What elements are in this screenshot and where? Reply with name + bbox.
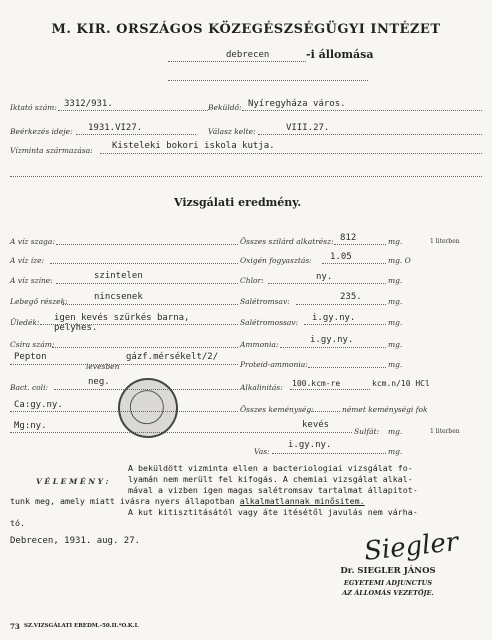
velemeny-line-5: A kut kitisztitásától vagy áte itésétől javulás nem várha- (128, 507, 418, 517)
velemeny-line-4 (10, 496, 365, 507)
field-label: Üledék: (10, 318, 40, 327)
field-label: A víz szaga: (10, 237, 55, 246)
field-unit: mg. (388, 318, 403, 327)
velemeny-line-1: A beküldött vizminta ellen a bacteriologiai vizsgálat fo- (128, 463, 413, 473)
field-value: i.gy.ny. (312, 313, 356, 323)
station-underline (168, 61, 306, 62)
signer-name: Dr. SIEGLER JÁNOS (340, 566, 436, 576)
field-unit: mg. (388, 360, 403, 369)
field-line (296, 304, 386, 305)
field-label: Sulfát: (354, 427, 380, 436)
field-label: Oxigén fogyasztás: (240, 256, 312, 265)
velemeny-line-4-text: tunk meg, amely miatt ivásra nyers állapotban (10, 496, 240, 506)
field-unit: mg. (388, 297, 403, 306)
field-line (40, 324, 238, 325)
field-value: 1.05 (330, 252, 352, 262)
field-line (52, 347, 238, 348)
szarmazas-line (100, 153, 482, 154)
field-unit: mg. O (388, 256, 411, 265)
field-label: levesben (86, 362, 120, 371)
field-unit: mg. (388, 447, 403, 456)
field-label: Bact. coli: (10, 383, 49, 392)
field-value: i.gy.ny. (288, 440, 332, 450)
field-label: Vas: (254, 447, 270, 456)
date-line: Debrecen, 1931. aug. 27. (10, 536, 141, 546)
velemeny-line-3: mával a vizben igen magas salétromsav tartalmat állapitot- (128, 485, 418, 495)
field-unit: német keménységi fok (342, 405, 428, 414)
field-unit: mg. (388, 340, 403, 349)
iktato-label: Iktató szám: (10, 103, 57, 112)
field-label: Csíra szám: (10, 340, 55, 349)
field-label: Összes keménység: (240, 405, 314, 414)
valasz-value: VIII.27. (286, 123, 330, 133)
field-value: Ca:gy.ny. (14, 400, 63, 410)
field-label: Alkalinitás: (240, 383, 283, 392)
field-line (56, 283, 238, 284)
field-value: 235. (340, 292, 362, 302)
field-unit: kcm.n/10 HCl (372, 379, 430, 388)
iktato-line (58, 110, 208, 111)
signature-script: Siegler (362, 527, 460, 567)
field-line (290, 389, 370, 390)
field-value: Mg:ny. (14, 421, 47, 431)
field-value: igen kevés szürkés barna, (54, 313, 190, 323)
valasz-line (258, 134, 482, 135)
field-value: i.gy.ny. (310, 335, 354, 345)
beerkezes-line (76, 134, 196, 135)
station-suffix: -i állomása (306, 48, 374, 61)
bekuldo-value: Nyíregyháza város. (248, 99, 346, 109)
iktato-value: 3312/931. (64, 99, 113, 109)
velemeny-line-6: tó. (10, 518, 25, 528)
field-value: neg. (88, 377, 110, 387)
field-value: 812 (340, 233, 357, 243)
field-label: Összes szilárd alkatrész: (240, 237, 334, 246)
field-unit: mg. (388, 276, 403, 285)
bekuldo-line (242, 110, 482, 111)
field-line (10, 432, 238, 433)
field-line (268, 283, 386, 284)
field-line (304, 324, 386, 325)
field-value-2: gázf.mérsékelt/2/ (126, 352, 219, 362)
valasz-label: Válasz kelte: (208, 127, 256, 136)
blank-line (10, 176, 482, 177)
header-dotted-line (168, 80, 368, 81)
field-label: Proteid-ammonia: (240, 360, 308, 369)
field-unit: mg. (388, 427, 403, 436)
field-line (334, 244, 386, 245)
handwritten-signature (363, 527, 460, 567)
field-label: Ammonia: (240, 340, 279, 349)
field-value: nincsenek (94, 292, 143, 302)
signer-role: AZ ÁLLOMÁS VEZETŐJE. (342, 589, 434, 597)
velemeny-line-2: lyamán nem merült fel kifogás. A chemiai vizsgálat alkal- (128, 474, 413, 484)
field-line (280, 347, 386, 348)
field-unit: mg. (388, 237, 403, 246)
field-label: Lebegő részek: (10, 297, 68, 306)
field-line (50, 263, 238, 264)
field-label: A víz íze: (10, 256, 45, 265)
field-suffix: 1 literben (430, 428, 460, 435)
field-value: szintelen (94, 271, 143, 281)
field-line (308, 411, 340, 412)
field-line (240, 432, 352, 433)
field-line (10, 364, 238, 365)
field-line (62, 304, 238, 305)
field-line (322, 263, 386, 264)
beerkezes-label: Beérkezés ideje: (10, 127, 73, 136)
field-label: A víz színe: (10, 276, 53, 285)
szarmazas-label: Vízminta származása: (10, 146, 93, 155)
signer-title: EGYETEMI ADJUNCTUS (343, 579, 433, 587)
velemeny-conclusion: alkalmatlannak minősitem. (239, 496, 365, 506)
szarmazas-value: Kisteleki bokori iskola kutja. (112, 141, 275, 151)
field-label: Salétromsav: (240, 297, 290, 306)
field-suffix: 1 literben (430, 238, 460, 245)
field-line (56, 244, 238, 245)
footer-number: 73 (10, 622, 20, 631)
field-value: 100.kcm-re (292, 379, 341, 388)
field-label: Chlor: (240, 276, 264, 285)
institute-title: M. KIR. ORSZÁGOS KÖZEGÉSZSÉGÜGYI INTÉZET (51, 22, 441, 37)
beerkezes-value: 1931.VI27. (88, 123, 143, 133)
field-line (272, 453, 386, 454)
field-label: Salétromossav: (240, 318, 299, 327)
field-value: ny. (316, 272, 333, 282)
field-line (308, 367, 386, 368)
field-value: kevés (302, 420, 330, 430)
footer-text: SZ.VIZSGÁLATI EREDM.-50.II.*O.K.I. (24, 623, 140, 629)
section-title: Vizsgálati eredmény. (174, 196, 302, 209)
bekuldo-label: Beküldő: (208, 103, 242, 112)
station-value: debrecen (226, 50, 270, 60)
field-value: Pepton (14, 352, 47, 362)
velemeny-label: V É L E M É N Y : (36, 477, 109, 486)
field-value-line2: pelyhes. (54, 323, 98, 333)
